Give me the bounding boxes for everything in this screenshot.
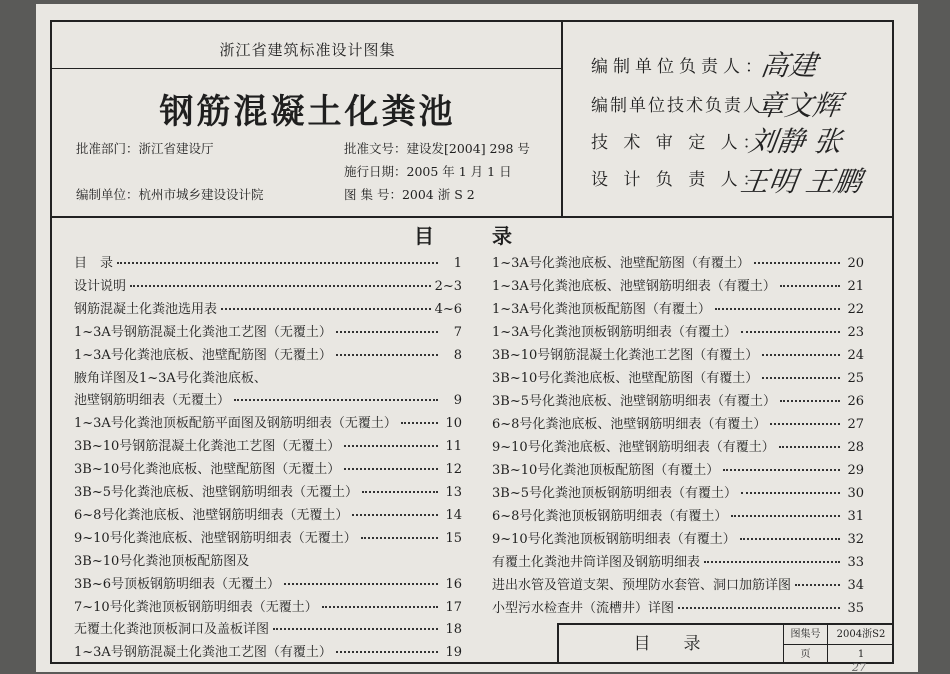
dot-leader xyxy=(723,468,840,471)
handwritten-signature: 王明 王鹏 xyxy=(738,165,865,198)
toc-entry-page: 31 xyxy=(847,509,864,524)
signature-block xyxy=(563,22,894,218)
title-block xyxy=(557,623,894,664)
dot-leader xyxy=(754,261,840,264)
atlas-title: 钢筋混凝土化粪池 xyxy=(159,92,456,132)
toc-entry xyxy=(492,597,864,616)
toc-entry xyxy=(492,551,864,570)
toc-entry xyxy=(492,344,864,363)
toc-entry-page: 15 xyxy=(445,530,462,546)
dot-leader xyxy=(780,399,840,402)
toc-entry-label: 进出水管及管道支架、预埋防水套管、洞口加筋详图 xyxy=(492,578,792,593)
toc-entry-page: 32 xyxy=(847,532,864,547)
dot-leader xyxy=(779,445,840,448)
toc-entry xyxy=(74,504,462,523)
toc-entry xyxy=(492,390,864,409)
dot-leader xyxy=(234,398,438,401)
atlas-number: 图 集 号：2004 浙 S 2 xyxy=(344,187,475,202)
dot-leader xyxy=(762,376,840,379)
toc-entry xyxy=(74,321,462,340)
toc-entry-page: 4~6 xyxy=(434,301,462,317)
toc-entry-label: 3B~5号化粪池顶板钢筋明细表（有覆土） xyxy=(492,486,737,501)
signature-role: 编制单位技术负责人： xyxy=(591,96,781,116)
signature-role: 设 计 负 责 人： xyxy=(591,170,765,190)
toc-entry-page: 19 xyxy=(445,645,462,661)
toc-entry-page: 8 xyxy=(453,347,462,363)
toc-entry xyxy=(492,505,864,524)
toc-entry-page: 34 xyxy=(847,578,864,593)
toc-entry-label: 1~3A号钢筋混凝土化粪池工艺图（无覆土） xyxy=(74,324,332,340)
toc-entry xyxy=(74,435,462,454)
divider xyxy=(52,68,561,69)
toc-entry xyxy=(74,573,462,592)
toc-entry xyxy=(492,367,864,386)
dot-leader xyxy=(352,513,438,516)
toc-entry-label: 6~8号化粪池顶板钢筋明细表（有覆土） xyxy=(492,509,728,524)
toc-entry xyxy=(74,641,462,660)
compiling-unit: 编制单位：杭州市城乡建设设计院 xyxy=(76,187,264,202)
toc-entry-label: 钢筋混凝土化粪池选用表 xyxy=(74,301,218,317)
signature-role: 编制单位负责人： xyxy=(591,57,767,77)
dot-leader xyxy=(336,650,438,653)
toc-entry-label: 1~3A号化粪池顶板钢筋明细表（有覆土） xyxy=(492,325,737,340)
dot-leader xyxy=(221,307,431,310)
toc-entry-label: 6~8号化粪池底板、池壁钢筋明细表（无覆土） xyxy=(74,507,349,523)
toc-entry-page: 27 xyxy=(847,417,864,432)
dot-leader xyxy=(322,605,438,608)
toc-entry-page: 16 xyxy=(445,576,462,592)
handwritten-signature: 高建 xyxy=(758,49,820,82)
dot-leader xyxy=(740,537,840,540)
drawing-sheet xyxy=(36,4,918,672)
approval-document-number: 批准文号：建设发[2004] 298 号 xyxy=(344,141,530,156)
toc-entry-label: 目 录 xyxy=(74,256,114,271)
dot-leader xyxy=(273,627,438,630)
toc-entry xyxy=(492,482,864,501)
toc-entry-page: 10 xyxy=(445,416,462,432)
toc-entry xyxy=(74,298,462,317)
toc-entry xyxy=(492,436,864,455)
toc-entry-label: 小型污水检查井（流槽井）详图 xyxy=(492,601,675,616)
toc-entry xyxy=(74,481,462,500)
toc-entry-label: 3B~10号化粪池顶板配筋图（有覆土） xyxy=(492,463,720,478)
dot-leader xyxy=(762,353,840,356)
approval-department: 批准部门：浙江省建设厅 xyxy=(76,141,214,156)
effective-date: 施行日期：2005 年 1 月 1 日 xyxy=(344,164,512,179)
book-page-number: 27 xyxy=(852,661,866,674)
dot-leader xyxy=(284,582,438,585)
toc-entry xyxy=(74,389,462,408)
dot-leader xyxy=(401,421,438,424)
dot-leader xyxy=(344,444,438,447)
toc-entry xyxy=(492,321,864,340)
toc-entry-page: 28 xyxy=(847,440,864,455)
page-label: 页 xyxy=(784,645,828,664)
toc-entry-label: 6~8号化粪池底板、池壁钢筋明细表（有覆土） xyxy=(492,417,767,432)
toc-entry xyxy=(74,412,462,431)
toc-entry-label: 3B~10号化粪池底板、池壁配筋图（有覆土） xyxy=(492,371,759,386)
toc-entry-label: 有覆土化粪池井筒详图及钢筋明细表 xyxy=(492,555,701,570)
dot-leader xyxy=(715,307,840,310)
toc-entry xyxy=(74,550,462,569)
toc-entry xyxy=(74,344,462,363)
dot-leader xyxy=(361,536,438,539)
dot-leader xyxy=(795,583,840,586)
toc-entry-page: 30 xyxy=(847,486,864,501)
toc-entry-page: 25 xyxy=(847,371,864,386)
toc-entry xyxy=(492,275,864,294)
toc-entry-page: 35 xyxy=(847,601,864,616)
toc-entry-page: 9 xyxy=(453,393,462,409)
dot-leader xyxy=(731,514,840,517)
toc-entry-label: 3B~5号化粪池底板、池壁钢筋明细表（有覆土） xyxy=(492,394,776,409)
toc-entry xyxy=(492,528,864,547)
toc-entry-page: 14 xyxy=(445,507,462,523)
toc-entry-label: 3B~6号顶板钢筋明细表（无覆土） xyxy=(74,576,280,592)
toc-entry-page: 21 xyxy=(847,279,864,294)
toc-entry-label: 3B~10号化粪池底板、池壁配筋图（无覆土） xyxy=(74,462,341,478)
toc-entry-label: 腋角详图及1~3A号化粪池底板、 xyxy=(74,370,267,386)
dot-leader xyxy=(780,284,840,287)
toc-entry-page: 33 xyxy=(847,555,864,570)
toc-entry xyxy=(74,367,462,386)
dot-leader xyxy=(741,330,840,333)
contents-heading-left: 目 xyxy=(414,224,434,248)
atlas-number-value: 2004浙S2 xyxy=(828,625,894,645)
dot-leader xyxy=(117,261,438,264)
contents-heading-right: 录 xyxy=(492,224,512,248)
toc-entry-label: 3B~5号化粪池底板、池壁钢筋明细表（无覆土） xyxy=(74,485,358,500)
toc-entry xyxy=(74,618,462,637)
dot-leader xyxy=(678,606,840,609)
toc-entry-label: 设计说明 xyxy=(74,278,127,294)
toc-entry-label: 9~10号化粪池顶板钢筋明细表（有覆土） xyxy=(492,532,736,547)
toc-entry-label: 1~3A号化粪池顶板配筋图（有覆土） xyxy=(492,302,711,317)
toc-entry-label: 7~10号化粪池顶板钢筋明细表（无覆土） xyxy=(74,599,318,615)
atlas-number-label: 图集号 xyxy=(784,625,828,645)
toc-entry-label: 1~3A号化粪池底板、池壁配筋图（有覆土） xyxy=(492,256,750,271)
toc-entry-label: 9~10号化粪池底板、池壁钢筋明细表（无覆土） xyxy=(74,530,357,546)
toc-entry-page: 22 xyxy=(847,302,864,317)
toc-entry-page: 17 xyxy=(445,599,462,615)
toc-entry xyxy=(74,458,462,477)
dot-leader xyxy=(741,491,840,494)
toc-entry-label: 1~3A号化粪池底板、池壁钢筋明细表（有覆土） xyxy=(492,279,776,294)
toc-entry-label: 无覆土化粪池顶板洞口及盖板详图 xyxy=(74,622,270,638)
toc-entry xyxy=(492,459,864,478)
toc-entry-page: 11 xyxy=(445,439,462,455)
toc-entry-label: 1~3A号化粪池顶板配筋平面图及钢筋明细表（无覆土） xyxy=(74,416,397,432)
atlas-series-title: 浙江省建筑标准设计图集 xyxy=(219,41,396,59)
toc-entry-label: 1~3A号化粪池底板、池壁配筋图（无覆土） xyxy=(74,347,332,363)
toc-entry xyxy=(492,574,864,593)
dot-leader xyxy=(336,353,438,356)
dot-leader xyxy=(770,422,840,425)
toc-entry xyxy=(492,252,864,271)
handwritten-signature: 章文辉 xyxy=(754,89,844,122)
toc-entry-page: 7 xyxy=(453,324,462,340)
toc-entry-page: 29 xyxy=(847,463,864,478)
toc-entry-page: 18 xyxy=(445,622,462,638)
toc-entry-label: 3B~10号钢筋混凝土化粪池工艺图（无覆土） xyxy=(74,439,341,455)
toc-entry-label: 3B~10号钢筋混凝土化粪池工艺图（有覆土） xyxy=(492,348,759,363)
header-info-block xyxy=(52,22,563,218)
toc-entry-page: 13 xyxy=(445,485,462,500)
toc-entry-label: 9~10号化粪池底板、池壁钢筋明细表（有覆土） xyxy=(492,440,775,455)
toc-entry xyxy=(492,298,864,317)
toc-entry xyxy=(74,527,462,546)
toc-entry xyxy=(492,413,864,432)
toc-entry-page: 12 xyxy=(445,462,462,478)
toc-entry-label: 池壁钢筋明细表（无覆土） xyxy=(74,393,231,409)
toc-entry xyxy=(74,275,462,294)
signature-role: 技 术 审 定 人： xyxy=(591,133,765,153)
dot-leader xyxy=(344,467,438,470)
toc-entry-label: 1~3A号钢筋混凝土化粪池工艺图（有覆土） xyxy=(74,645,332,661)
toc-entry-page: 2~3 xyxy=(434,278,462,294)
handwritten-signature: 刘静 张 xyxy=(746,125,845,158)
toc-entry-page: 24 xyxy=(847,348,864,363)
dot-leader xyxy=(336,330,438,333)
page-value: 1 xyxy=(857,649,865,660)
toc-entry-page: 20 xyxy=(847,256,864,271)
toc-entry xyxy=(74,596,462,615)
toc-entry-page: 26 xyxy=(847,394,864,409)
drawing-frame xyxy=(50,20,894,664)
toc-entry-label: 3B~10号化粪池顶板配筋图及 xyxy=(74,553,250,569)
toc-entry xyxy=(74,252,462,271)
dot-leader xyxy=(362,490,438,493)
dot-leader xyxy=(704,560,840,563)
dot-leader xyxy=(130,284,431,287)
title-block-title: 目 录 xyxy=(559,625,784,664)
toc-entry-page: 23 xyxy=(847,325,864,340)
toc-entry-page: 1 xyxy=(453,256,462,271)
